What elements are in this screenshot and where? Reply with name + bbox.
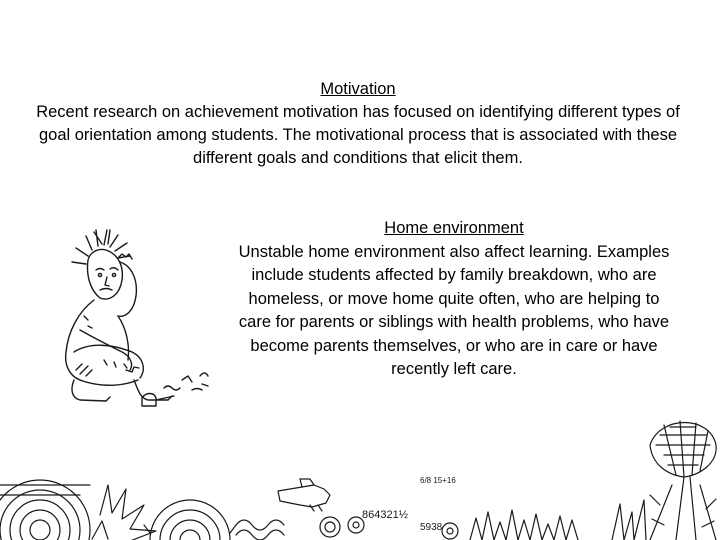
doodle-numbers: 864321½ [362,509,408,521]
doodle-border-icon [0,415,720,540]
motivation-body: Recent research on achievement motivation has focused on identifying different types of goal orientation among students. The motivational process that is associated with these different goals and conditions that elicit them. [36,103,680,167]
home-environment-section [238,217,670,382]
motivation-section [20,78,696,170]
home-environment-body: Unstable home environment also affect learning. Examples include students affected by family breakdown, who are homeless, or move home quite often, who are helping to care for parents or siblings with health problems, who have become parents themselves, or who are in care or have recently left care. [238,242,670,378]
doodle-numbers-b: 5938 [420,522,443,533]
home-environment-heading: Home environment [384,219,524,237]
motivation-heading: Motivation [320,80,396,98]
worried-person-sketch-icon [14,220,224,415]
doodle-numbers-c: 6/8 15+16 [420,476,456,485]
